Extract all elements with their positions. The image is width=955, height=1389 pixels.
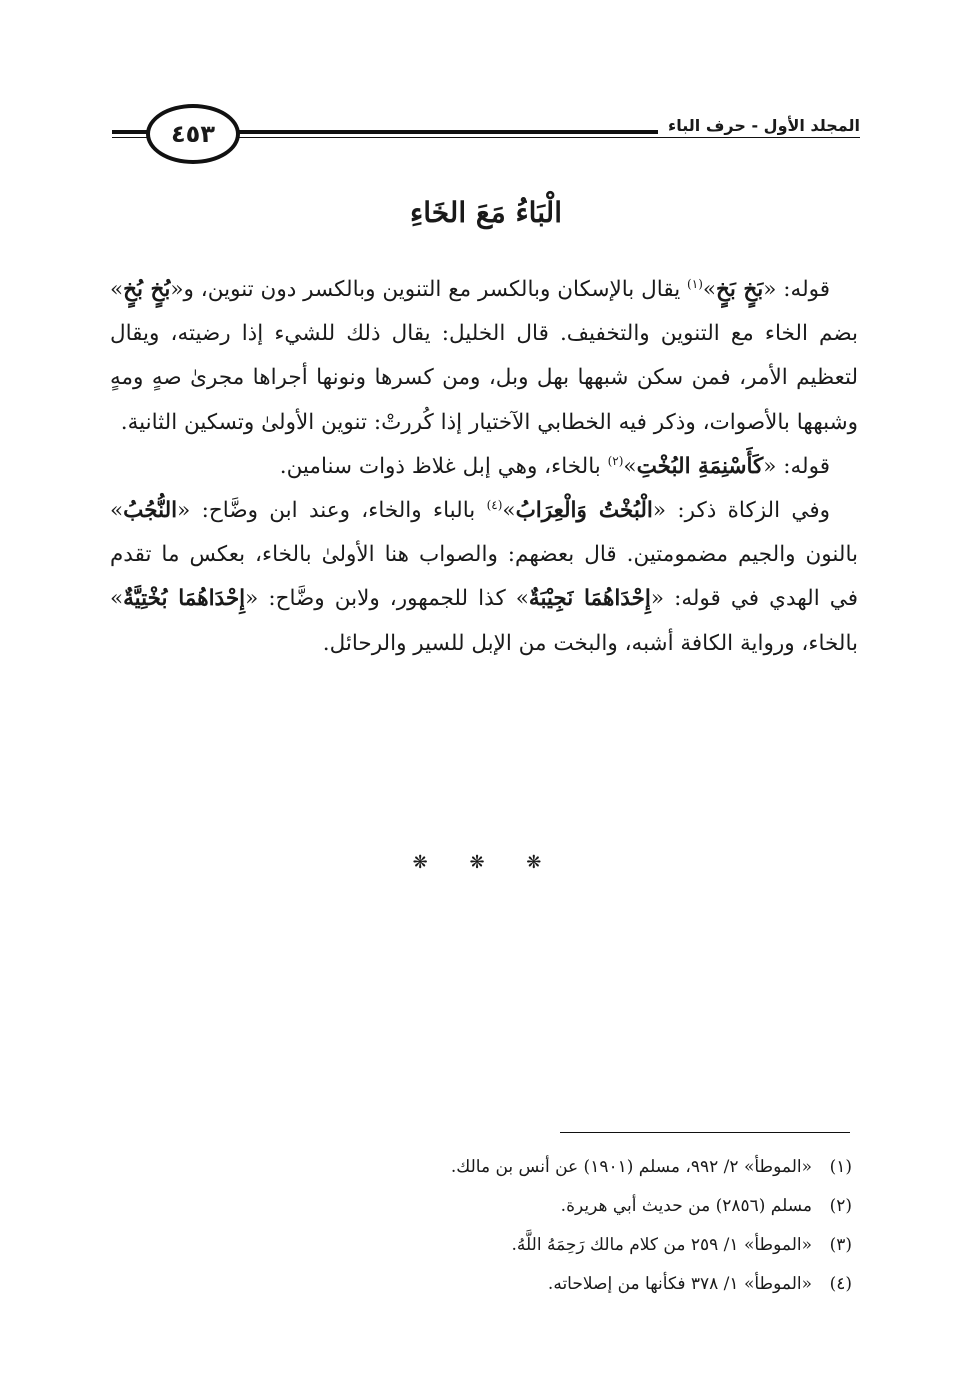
- text-run: » بالنون والجيم مضمومتين. قال بعضهم: والصواب هنا الأولىٰ بالخاء، بعكس ما تقدم في الهدي في قوله: «: [110, 498, 858, 612]
- footnote-ref: (٢): [607, 453, 624, 468]
- paragraph: [110, 445, 858, 489]
- text-run: »: [110, 586, 124, 612]
- footnote-number: (١): [829, 1157, 852, 1177]
- text-run: بالخاء، وهي إبل غلاظ ذوات سنامين.: [279, 453, 608, 479]
- text-run: وفي الزكاة ذكر: «: [652, 498, 830, 524]
- footnote-text: «الموطأ» ١/ ٢٥٩ من كلام مالك رَحِمَهُ اللَّهُ.: [511, 1235, 812, 1255]
- paragraph: [110, 489, 858, 666]
- footnote-ref: (٤): [486, 497, 503, 512]
- chapter-title: الْبَاءُ مَعَ الخَاءِ: [410, 196, 562, 229]
- quoted-term: بَخٍ بَخٍ: [716, 277, 764, 302]
- text-run: قوله: «: [763, 453, 830, 479]
- footnote-text: مسلم (٢٨٥٦) من حديث أبي هريرة.: [560, 1196, 812, 1216]
- quoted-term: بُخٍ بُخٍ: [123, 277, 171, 302]
- footnote-number: (٤): [829, 1274, 852, 1294]
- footnote-number: (٣): [829, 1235, 852, 1255]
- body-text: [110, 268, 858, 666]
- page-number: ٤٥٣: [146, 104, 240, 164]
- footnote-ref: (١): [687, 276, 703, 291]
- footnote: [112, 1148, 852, 1187]
- text-run: »: [502, 498, 516, 524]
- running-head: [112, 110, 860, 156]
- footnote-text: «الموطأ» ١/ ٣٧٨ فكأنها من إصلاحاته.: [547, 1274, 812, 1294]
- text-run: بالخاء، ورواية الكافة أشبه، والبخت من الإبل للسير والرحائل.: [322, 630, 858, 656]
- text-run: »: [702, 277, 717, 302]
- quoted-term: إِحْدَاهُمَا نَجِيْبَةٌ: [528, 586, 651, 612]
- text-run: يقال بالإسكان وبالكسر مع التنوين وبالكسر دون تنوين، و«: [170, 277, 688, 302]
- quoted-term: النُّجُبُ: [123, 498, 178, 524]
- text-run: » بضم الخاء مع التنوين والتخفيف. قال الخليل: يقال ذلك للشيء إذا رضيته، ويقال لتعظيم الأمر، فمن سكن شبهها بهل وبل، ومن كسرها ونونها أجراها مجرىٰ صهٍ ومهٍ وشبهها بالأصوات، وذكر فيه الخطابي الآختيار إذا كُررتْ: تنوين الأولىٰ وتسكين الثانية.: [110, 277, 858, 435]
- quoted-term: إِحْدَاهُمَا بُخْتِيَّةٌ: [123, 586, 246, 612]
- text-run: » كذا للجمهور، ولابن وضَّاح: «: [245, 586, 529, 612]
- text-run: قوله: «: [763, 277, 831, 302]
- footnote: [112, 1226, 852, 1265]
- text-run: »: [623, 453, 637, 479]
- footnote-rule: [560, 1132, 850, 1133]
- footnotes: [112, 1148, 852, 1304]
- footnote-text: «الموطأ» ٢/ ٩٩٢، مسلم (١٩٠١) عن أنس بن مالك.: [450, 1157, 812, 1177]
- quoted-term: كَأَسْنِمَةِ البُخْتِ: [636, 453, 764, 479]
- quoted-term: الْبُخْتُ وَالْعِرَابُ: [515, 498, 653, 524]
- footnote: [112, 1187, 852, 1226]
- footnote-number: (٢): [829, 1196, 852, 1216]
- footnote: [112, 1265, 852, 1304]
- text-run: بالباء والخاء، وعند ابن وضَّاح: «: [177, 498, 487, 524]
- paragraph: [110, 268, 858, 445]
- section-separator: ❋ ❋ ❋: [412, 852, 560, 873]
- running-title: المجلد الأول - حرف الباء: [658, 116, 860, 135]
